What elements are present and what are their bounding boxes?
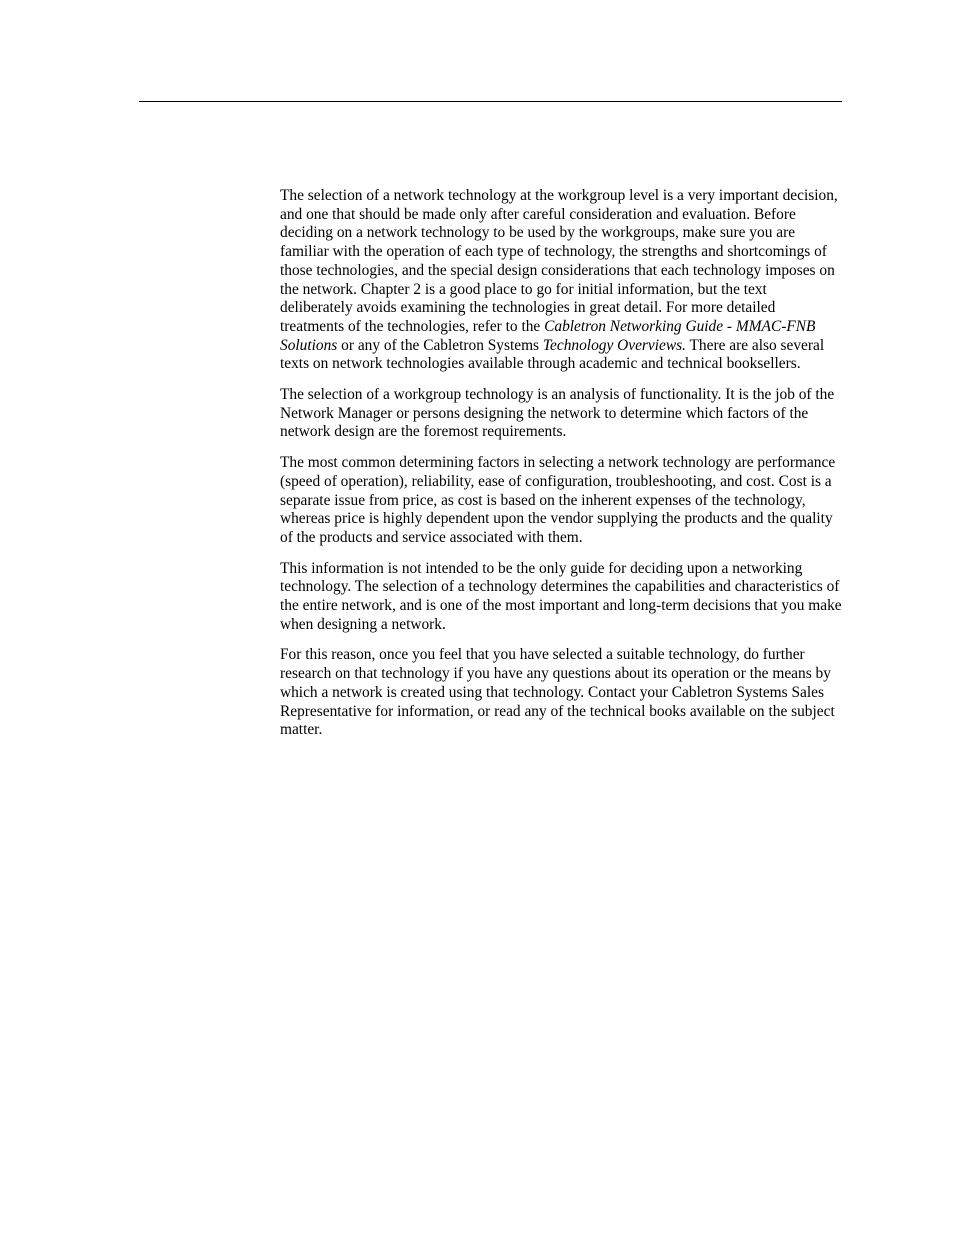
header-rule	[139, 101, 842, 102]
overviews-title-reference: Technology Overviews.	[542, 336, 686, 354]
paragraph-functionality-analysis: The selection of a workgroup technology is an analysis of functionality. It is the job of the Network Manager or persons designing the network to determine which factors of the network design are the foremost requirements.	[280, 386, 835, 441]
paragraph-text: There are also several texts on network technologies available through academic and technical booksellers.	[280, 336, 825, 373]
body-text	[280, 187, 842, 752]
paragraph-guide-disclaimer: This information is not intended to be the only guide for deciding upon a networking technology. The selection of a technology determines the capabilities and characteristics of the entire network, and is one of the most important and long-term decisions that you make when designing a network.	[280, 559, 842, 633]
paragraph-further-research: For this reason, once you feel that you have selected a suitable technology, do further research on that technology if you have any questions about its operation or the means by which a network is created using that technology. Contact your Cabletron Systems Sales Representative for information, or read any of the technical books available on the subject matter.	[280, 646, 835, 739]
paragraph-text: The selection of a network technology at the workgroup level is a very important decision, and one that should be made only after careful consideration and evaluation. Before deciding on a network technology to be used by the workgroups, make sure you are familiar with the operation of each type of technology, the strengths and shortcomings of those technologies, and the special design considerations that each technology imposes on the network. Chapter 2 is a good place to go for initial information, but the text deliberately avoids examining the technologies in great detail. For more detailed treatments of the technologies, refer to the	[280, 187, 838, 335]
paragraph-technology-selection	[280, 187, 842, 374]
paragraph-text: or any of the Cabletron Systems	[337, 336, 543, 354]
paragraph-determining-factors: The most common determining factors in selecting a network technology are performance (speed of operation), reliability, ease of configuration, troubleshooting, and cost. Cost is a separate issue from price, as cost is based on the inherent expenses of the technology, whereas price is highly dependent upon the vendor supplying the products and the quality of the products and service associated with them.	[280, 454, 836, 546]
guide-title-reference: Cabletron Networking Guide - MMAC-FNB Solutions	[280, 317, 816, 354]
